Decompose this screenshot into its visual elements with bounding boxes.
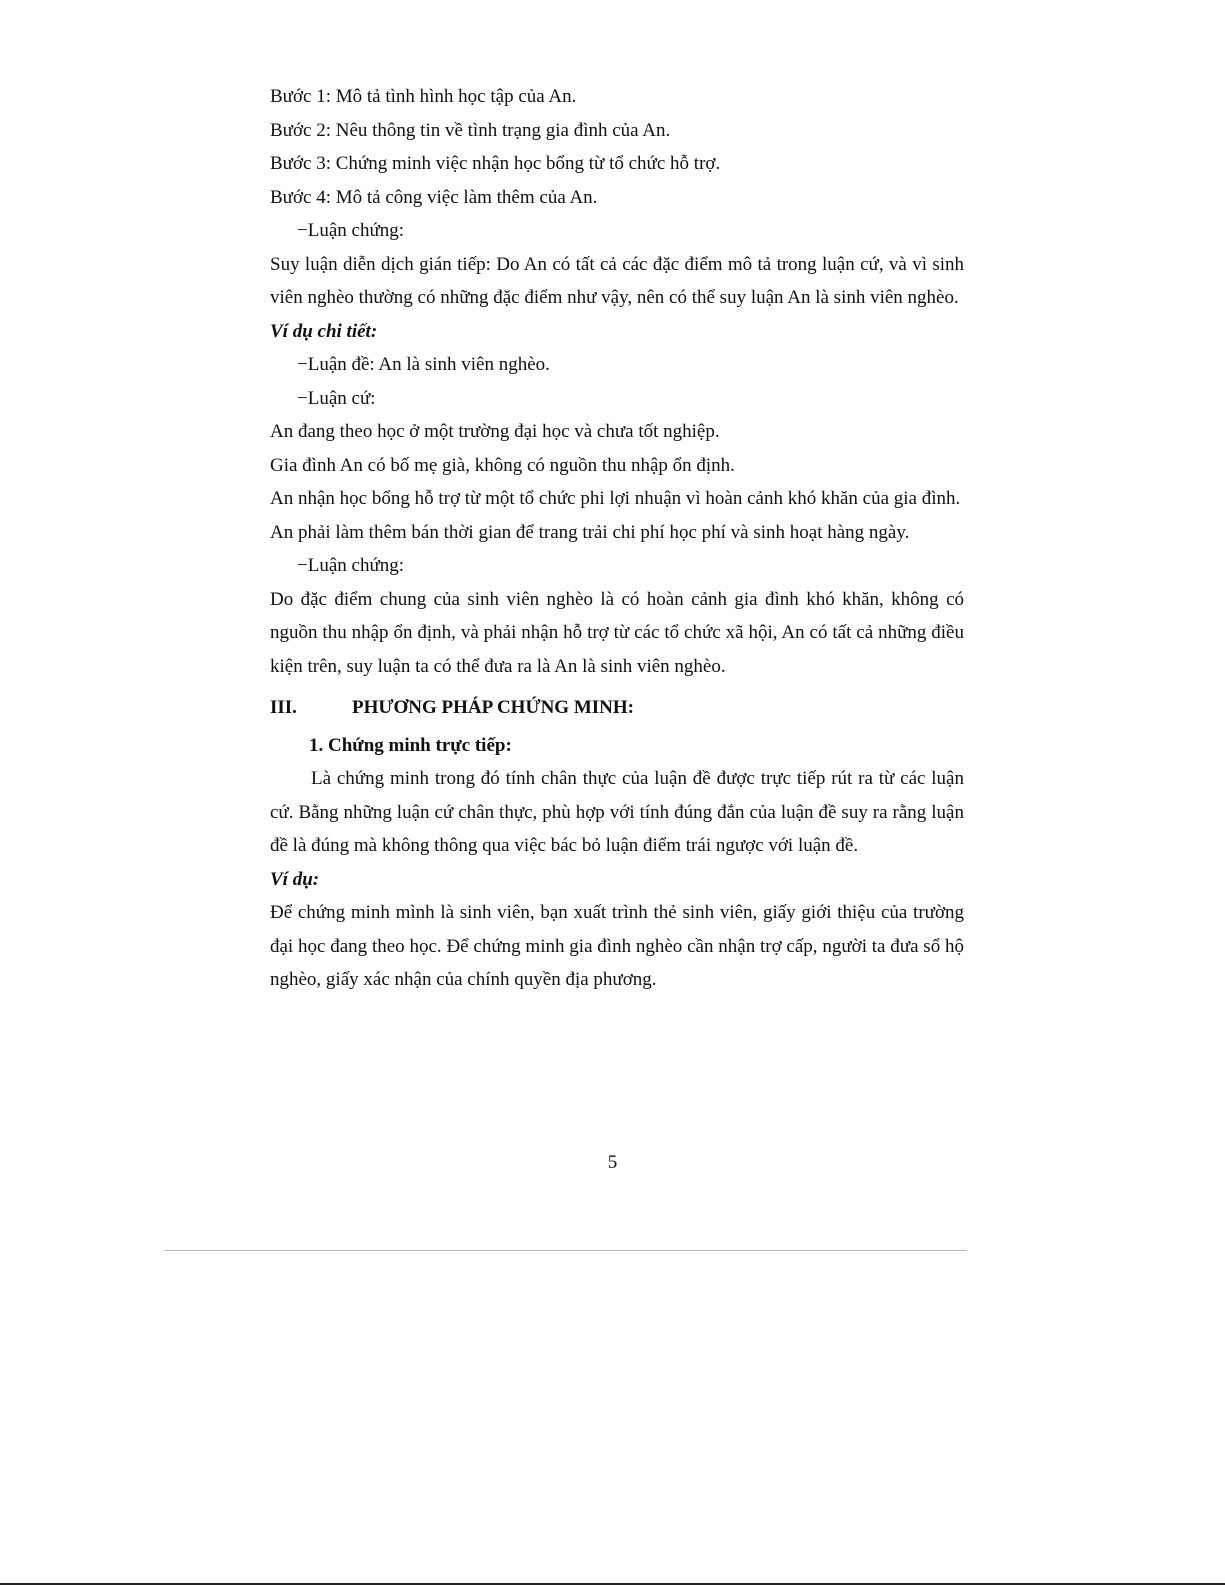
section-number: III. <box>270 697 297 718</box>
luan-chung-text: Do đặc điểm chung của sinh viên nghèo là có hoàn cảnh gia đình khó khăn, không có nguồn thu nhập ổn định, và phải nhận hỗ trợ từ các tổ chức xã hội, An có tất cả những điều kiện trên, suy luận ta có thể đưa ra là An là sinh viên nghèo. <box>270 588 964 677</box>
subsection-heading: 1. Chứng minh trực tiếp: <box>309 734 512 756</box>
luan-cu-item: An nhận học bổng hỗ trợ từ một tổ chức phi lợi nhuận vì hoàn cảnh khó khăn của gia đình. <box>270 488 961 509</box>
example-paragraph: Để chứng minh mình là sinh viên, bạn xuất trình thẻ sinh viên, giấy giới thiệu của trường đại học đang theo học. Để chứng minh gia đình nghèo cần nhận trợ cấp, người ta đưa sổ hộ nghèo, giấy xác nhận của chính quyền địa phương. <box>270 902 964 990</box>
section-title: PHƯƠNG PHÁP CHỨNG MINH: <box>352 697 634 718</box>
step-2: Bước 2: Nêu thông tin về tình trạng gia đình của An. <box>270 119 671 141</box>
luan-chung-label-2: −Luận chứng: <box>297 555 405 576</box>
example-detail-title: Ví dụ chi tiết: <box>270 320 378 342</box>
luan-de-line: −Luận đề: An là sinh viên nghèo. <box>297 354 550 375</box>
page-separator <box>164 1250 967 1251</box>
page-number: 5 <box>607 1152 618 1173</box>
page-content <box>270 80 964 997</box>
luan-chung-label: −Luận chứng: <box>297 220 405 241</box>
luan-cu-label: −Luận cứ: <box>297 387 376 409</box>
section-heading <box>270 691 964 725</box>
luan-cu-item: An phải làm thêm bán thời gian để trang trải chi phí học phí và sinh hoạt hàng ngày. <box>270 521 910 543</box>
step-3: Bước 3: Chứng minh việc nhận học bổng từ tổ chức hỗ trợ. <box>270 153 721 174</box>
luan-cu-item: Gia đình An có bố mẹ già, không có nguồn thu nhập ổn định. <box>270 454 735 476</box>
inference-paragraph: Suy luận diễn dịch gián tiếp: Do An có tất cả các đặc điểm mô tả trong luận cứ, và vì sinh viên nghèo thường có những đặc điểm như vậy, nên có thể suy luận An là sinh viên nghèo. <box>270 253 964 308</box>
definition-paragraph: Là chứng minh trong đó tính chân thực của luận đề được trực tiếp rút ra từ các luận cứ. Bằng những luận cứ chân thực, phù hợp với tính đúng đắn của luận đề suy ra rằng luận đề là đúng mà không thông qua việc bác bỏ luận điểm trái ngược với luận đề. <box>270 768 964 856</box>
step-4: Bước 4: Mô tả công việc làm thêm của An. <box>270 186 598 208</box>
luan-cu-item: An đang theo học ở một trường đại học và chưa tốt nghiệp. <box>270 421 720 442</box>
example-title: Ví dụ: <box>270 868 320 890</box>
step-1: Bước 1: Mô tả tình hình học tập của An. <box>270 86 577 107</box>
